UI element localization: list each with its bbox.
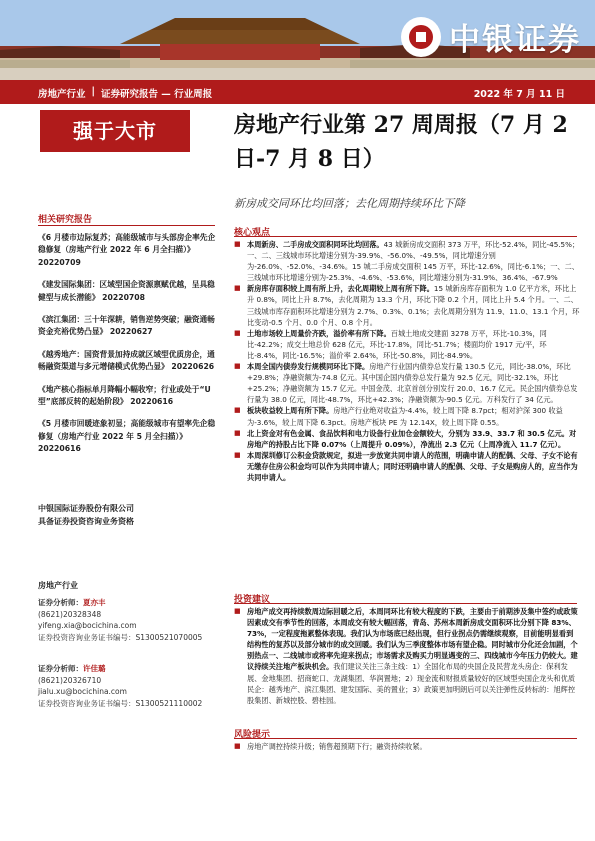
analyst-email[interactable]: yifeng.xia@bocichina.com [38,621,137,630]
bullet-icon: ■ [234,450,241,459]
core-point-text: 43 城新房成交面积 373 万平，环比-52.4%，同比-45.5%；一、二、三线城市环比增速分别为-39.9%、-56.0%、-49.5%，同比增速分别为-26.0%、-52.0%、-34.6%。15 城二手房成交面积 145 万平，环比-12.6%，同比-6.1%；一、二、三线城市环比增速分别为-25.3%、-4.6%、-53.6%，同比增速分别为-31.9%、36.4%、-67.9% [247,240,580,283]
core-point [234,361,580,405]
bullet-icon: ■ [234,742,241,750]
core-view-heading: 核心观点 [234,228,271,238]
analyst-label: 证券分析师： [38,598,83,607]
related-reports-list [38,232,220,466]
core-point-text: 房地产行业绝对收益为-4.4%，较上周下降 8.7pct；相对沪深 300 收益为-3.6%，较上周下降 6.3pct。房地产板块 PE 为 12.14X，较上周下降 0.55。 [247,406,563,427]
related-reports-heading: 相关研究报告 [38,215,93,225]
investment-point-bold: 房地产成交再持续数周边际回暖之后，本周同环比有较大程度的下跌，主要由于前期涉及集中签约或政策因素成交有季节性的回落，本周成交有较大幅回落，青岛、苏州本周新房成交面积环比分别下降 83%、73%，一定程度拖累整体表现。我们认为市场底已经出现，但行业拐点仍需继续观察，目前能明显看到结构性的复苏以及部分城市的成交回暖。我们认为三季度整体市场有望企稳。同时城市分化还会加剧，个别热点一、二线城市或将率先迎来拐点；市场需求及购买力明显遇变的三、四线城市今年压力仍较大。建议持续关注地产板块机会。 [247,607,578,672]
band-industry: 房地产行业 [38,89,86,100]
core-point-bold: 板块收益较上周有所下降。 [247,406,334,416]
analyst-phone: (8621)20326710 [38,675,102,685]
analyst-phone: (8621)20328348 [38,609,102,619]
investment-list [234,606,580,706]
firm-qualification: 具备证券投资咨询业务资格 [38,517,134,526]
analyst-cert: 证券投资咨询业务证书编号：S1300521070005 [38,632,203,642]
analyst-cert: 证券投资咨询业务证书编号：S1300521110002 [38,698,203,708]
bullet-icon: ■ [234,406,241,415]
divider [234,236,577,237]
analyst-email[interactable]: jialu.xu@bocichina.com [38,687,127,696]
logo-text: 中银证券 [449,22,581,58]
risk-point [234,741,580,752]
bullet-icon: ■ [234,607,241,615]
core-point-bold: 北上资金对有色金属、食品饮料和电力设备行业加仓金额较大，分别为 33.9、33.7 和 30.5 亿元。对房地产的持股占比下降 0.07%（上周提升 0.09%），净流出 2.3 亿元（上周净流入 11.7 亿元）。 [247,428,577,449]
related-report-item[interactable]: 《地产核心指标单月降幅小幅收窄；行业或处于“U 型”底部反转的起始阶段》 20220616 [38,384,211,407]
analyst-card [38,597,202,643]
core-view-list [234,239,580,483]
divider [234,603,577,604]
related-report-item[interactable]: 《6 月楼市边际复苏；高能级城市与头部房企率先企稳修复（房地产行业 2022 年 6 月全扫描）》 20220709 [38,233,216,267]
bullet-icon: ■ [234,328,241,337]
industry-tag: 房地产行业 [38,581,78,590]
header-banner [0,0,595,80]
report-date: 2022 年 7 月 11 日 [473,89,565,100]
risk-point-text: 房地产调控持续升级；销售超预期下行；融资持续收紧。 [247,742,427,751]
report-title: 房地产行业第 27 周周报（7 月 2 日-7 月 8 日） [234,112,568,172]
related-report-item[interactable]: 《建发国际集团：区域型国企资源禀赋优越，呈具稳健型与成长潜能》 20220708 [38,280,215,302]
core-point-bold: 本周新房、二手房成交面积同环比均回落。 [247,240,384,249]
analyst-card [38,663,202,709]
divider [234,738,577,739]
investment-point [234,606,580,706]
investment-heading: 投资建议 [234,595,271,605]
core-point-bold: 土地市场较上周量价齐跌，溢价率有所下降。 [247,328,391,338]
core-point [234,328,580,361]
rating-badge: 强于大市 [40,110,190,152]
investment-point-text: 我们建议关注三条主线：1）全国化布局的央国企及民营龙头房企：保利发展、金地集团、招商蛇口、龙湖集团、华润置地；2）现金流和财报质量较好的区域型央国企龙头和优质民企：越秀地产、滨江集团、建发国际、美的置业；3）政策更加明朗后可以关注弹性反转标的：旭辉控股集团、新城控股、碧桂园。 [247,662,576,705]
related-report-item[interactable]: 《越秀地产：国资背景加持成就区域型优质房企，通畅融资渠道与多元增储模式优势凸显》 20220626 [38,349,215,372]
core-point-bold: 本周深圳修订公积金贷款规定，拟进一步放宽共同申请人的范围，明确申请人的配偶、父母、子女不论有无缴存住房公积金均可以作为共同申请人；同时还明确申请人的配偶、父母、子女是购房人的，应当作为共同申请人。 [247,450,578,482]
core-point [234,239,580,283]
risk-heading: 风险提示 [234,730,271,740]
analyst-name: 夏亦丰 [83,598,106,607]
core-point-text: 百城土地成交建面 3278 万平，环比-10.3%，同比-42.2%；成交土地总价 628 亿元，环比-17.8%，同比-51.7%；楼面均价 1917 元/平，环比-8.4%，同比-16.5%；溢价率 2.64%，环比-50.8%，同比-84.9%。 [247,328,547,360]
core-point [234,405,580,427]
related-report-item[interactable]: 《5 月楼市回暖迹象初显；高能级城市有望率先企稳修复（房地产行业 2022 年 5 月全扫描）》 20220616 [38,419,216,454]
firm-info [38,502,134,528]
bullet-icon: ■ [234,362,241,371]
risk-list [234,741,580,752]
report-subtitle: 新房成交同环比均回落；去化周期持续环比下降 [234,197,465,210]
boc-logo-icon [401,17,441,57]
core-point-bold: 新房库存面积较上周有所上升，去化周期较上周有所下降。 [247,284,434,294]
analyst-name: 许佳璐 [83,664,106,673]
core-point [234,428,580,450]
core-point [234,450,580,483]
band-separator: | [91,86,95,97]
bullet-icon: ■ [234,240,241,248]
core-point-text: 15 城新房库存面积为 1.0 亿平方米，环比上升 0.8%，同比上升 8.7%，去化周期为 13.3 个月，环比下降 0.2 个月，同比上升 5.4 个月。一、二、三线城市库存面积环比增速分别为 2.7%、0.3%、0.1%；去化周期分别为 11.9、11.0、13.1 个月，环比变动-0.5 个月、0.0 个月、0.8 个月。 [247,284,580,327]
core-point [234,283,580,327]
band-report-type: 证券研究报告 — 行业周报 [101,89,213,100]
firm-name: 中银国际证券股份有限公司 [38,504,134,513]
analyst-label: 证券分析师： [38,664,83,673]
related-report-item[interactable]: 《滨江集团：三十年深耕，销售逆势突破；融资通畅资金充裕优势凸显》 20220627 [38,315,215,337]
divider [38,225,215,226]
bullet-icon: ■ [234,284,241,293]
header-band [0,80,595,104]
bullet-icon: ■ [234,428,241,437]
core-point-text: 房地产行业国内债券总发行量 130.5 亿元，同比-38.0%，环比+29.8%；净融资额为-74.8 亿元。其中国企国内债券总发行量为 92.5 亿元，同比-32.1%，环比+25.2%；净融资额为 15.7 亿元。中国金茂、北京首创分别发行 20.0、16.7 亿元。民企国内债券总发行量为 38.0 亿元，同比-48.7%，环比+42.3%；净融资额为-90.5 亿元。万科发行了 34 亿元。 [247,362,578,405]
brand-logo [401,14,581,59]
core-point-bold: 本周全国内债券发行规模同环比下降。 [247,362,370,372]
